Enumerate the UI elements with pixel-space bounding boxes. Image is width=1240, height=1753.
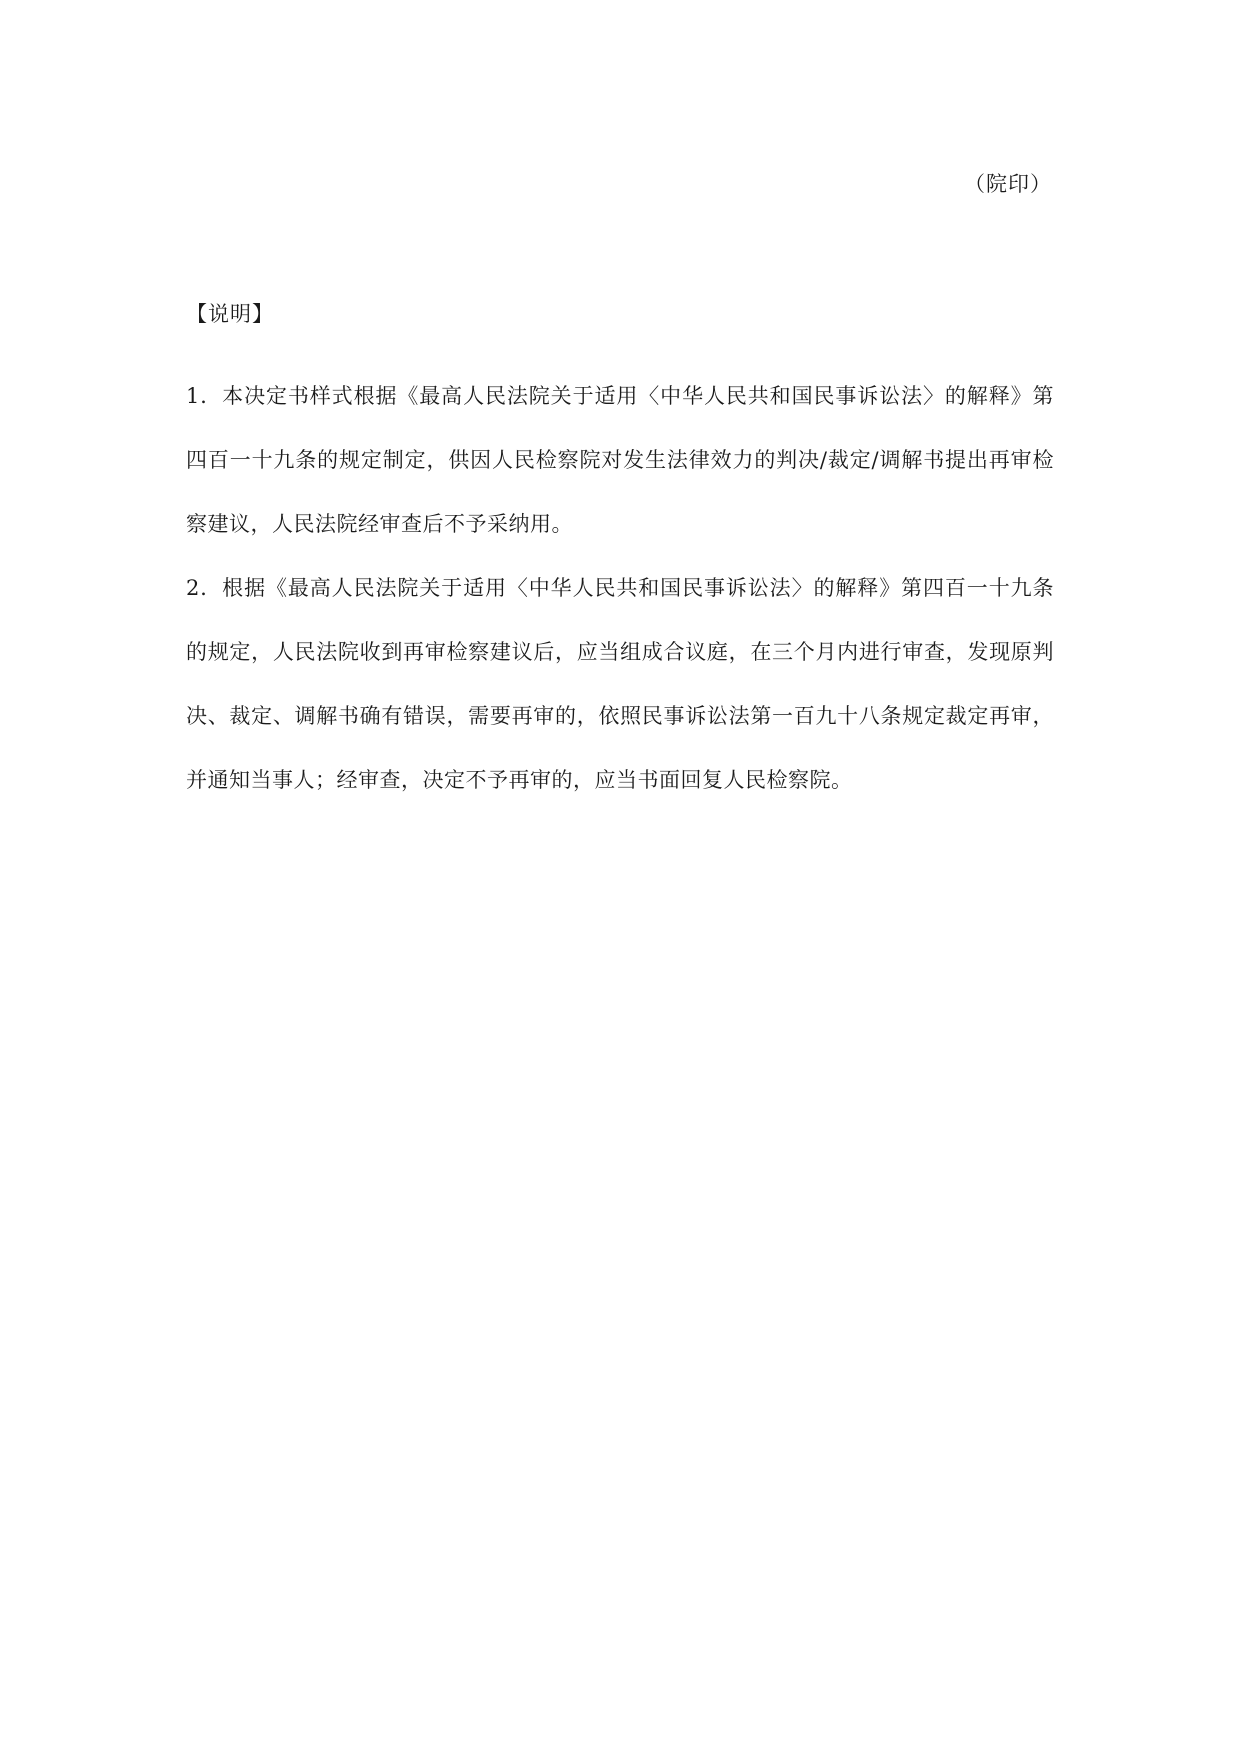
explanation-note-1: 1．本决定书样式根据《最高人民法院关于适用〈中华人民共和国民事诉讼法〉的解释》第四百一十九条的规定制定，供因人民检察院对发生法律效力的判决/裁定/调解书提出再审检察建议，人民法院经审查后不予采纳用。 — [186, 384, 1054, 536]
explanation-notes — [186, 364, 1054, 812]
court-seal-label: （院印） — [964, 172, 1052, 196]
explanation-note-2: 2．根据《最高人民法院关于适用〈中华人民共和国民事诉讼法〉的解释》第四百一十九条的规定，人民法院收到再审检察建议后，应当组成合议庭，在三个月内进行审查，发现原判决、裁定、调解书确有错误，需要再审的，依照民事诉讼法第一百九十八条规定裁定再审，并通知当事人；经审查，决定不予再审的，应当书面回复人民检察院。 — [186, 576, 1054, 792]
explanation-heading: 【说明】 — [186, 302, 274, 326]
